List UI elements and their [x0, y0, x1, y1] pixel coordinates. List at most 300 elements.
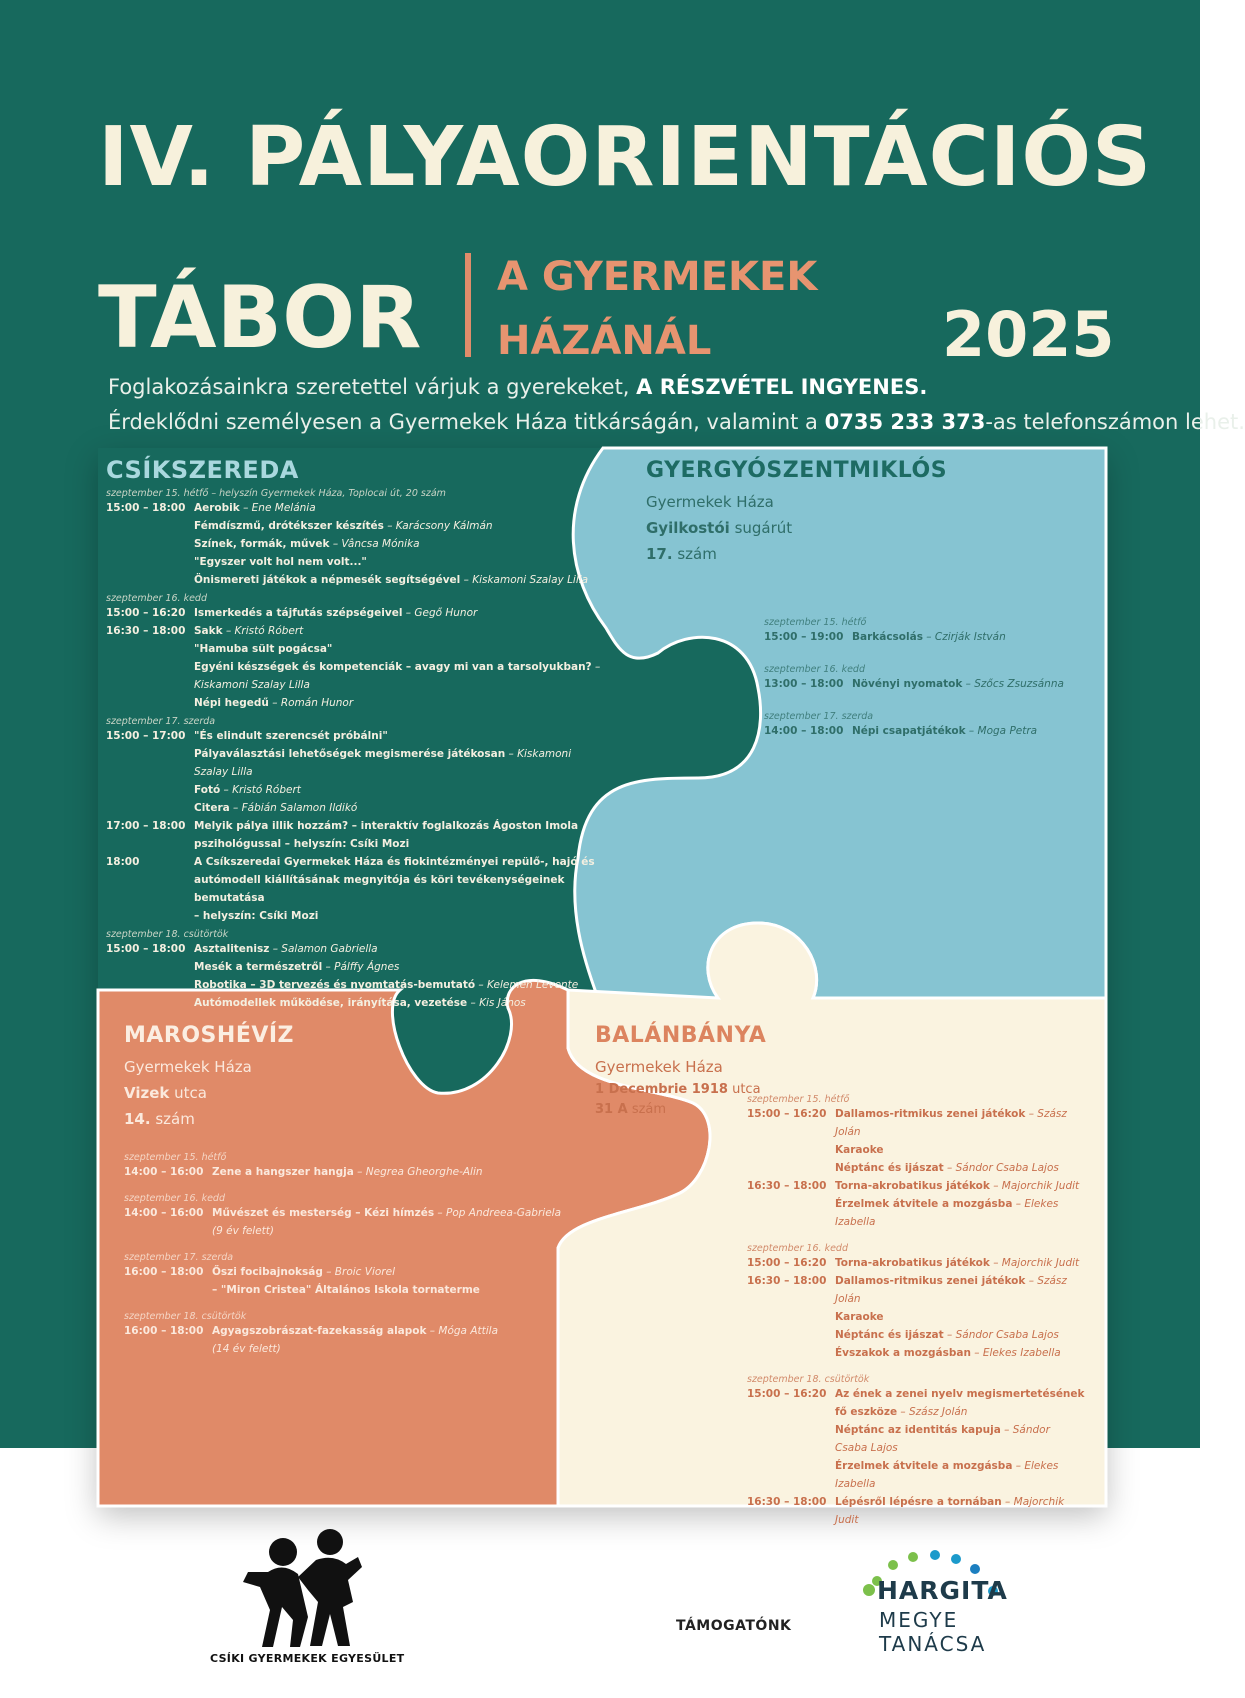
page-title: IV. PÁLYAORIENTÁCIÓS	[98, 110, 1153, 205]
activity-name: Torna-akrobatikus játékok	[835, 1180, 990, 1192]
schedule-row	[764, 628, 1086, 646]
schedule-time	[747, 1403, 835, 1421]
activity-leader: – Negrea Gheorghe-Alin	[353, 1166, 483, 1178]
activity-name: Karaoke	[835, 1311, 884, 1323]
schedule-day	[764, 664, 1086, 693]
street-name: Vizek	[124, 1084, 170, 1102]
schedule-time: 17:00 – 18:00	[106, 820, 186, 832]
puzzle-map	[98, 448, 1106, 1526]
schedule-activity	[835, 1105, 1085, 1141]
address-line: Gyermekek Háza	[595, 1058, 723, 1076]
activity-name: Néptánc és ijászat	[835, 1329, 944, 1341]
activity-name: Művészet és mesterség – Kézi hímzés	[212, 1207, 435, 1219]
schedule-day	[747, 1374, 1085, 1529]
schedule-activity	[194, 640, 332, 658]
schedule-date: szeptember 18. csütörtök	[124, 1311, 247, 1322]
schedule-activity	[194, 853, 595, 871]
address-line: Gyermekek Háza	[124, 1058, 252, 1076]
schedule-date: szeptember 18. csütörtök	[106, 929, 229, 940]
schedule-activity	[835, 1254, 1079, 1272]
activity-leader: – Karácsony Kálmán	[383, 520, 493, 532]
street-name: Gyilkostói	[646, 519, 730, 537]
activity-name: Érzelmek átvitele a mozgásba	[835, 1198, 1013, 1210]
schedule-row	[124, 1281, 564, 1299]
schedule-time	[106, 517, 194, 535]
schedule-date: szeptember 17. szerda	[764, 711, 874, 722]
schedule-time	[106, 694, 194, 712]
schedule-row	[124, 1163, 564, 1181]
schedule-time: 16:30 – 18:00	[747, 1496, 827, 1508]
activity-name: autómodell kiállításának megnyitója és köri tevékenységeinek bemutatása	[194, 874, 565, 904]
activity-name: Karaoke	[835, 1144, 884, 1156]
schedule-row	[106, 658, 606, 694]
logo-dot	[951, 1554, 961, 1564]
schedule-time	[747, 1159, 835, 1177]
schedule-row	[124, 1263, 564, 1281]
schedule-activity	[194, 907, 318, 925]
schedule-time: 18:00	[106, 856, 140, 868]
support-label: TÁMOGATÓNK	[676, 1618, 792, 1634]
activity-name: Aerobik	[194, 502, 240, 514]
schedule-row	[106, 994, 606, 1012]
activity-leader: – Szász Jolán	[835, 1275, 1067, 1305]
schedule-time: 15:00 – 16:20	[747, 1257, 827, 1269]
schedule-time	[106, 976, 194, 994]
subtitle	[497, 245, 817, 373]
schedule-time: 14:00 – 18:00	[764, 725, 844, 737]
activity-leader: – Szász Jolán	[897, 1406, 968, 1418]
activity-name: A Csíkszeredai Gyermekek Háza és fiokintézményei repülő-, hajó és	[194, 856, 595, 868]
schedule-time	[106, 907, 194, 925]
schedule-time	[106, 745, 194, 781]
schedule-time	[747, 1457, 835, 1493]
schedule-day	[106, 929, 606, 1012]
schedule-activity	[852, 628, 1006, 646]
activity-name: Melyik pálya illik hozzám? – interaktív foglalkozás Ágoston Imola	[194, 820, 579, 832]
schedule-day	[124, 1252, 564, 1299]
schedule-row	[106, 781, 606, 799]
schedule-row	[106, 571, 606, 589]
activity-name: Néptánc az identitás kapuja	[835, 1424, 1001, 1436]
schedule-row	[747, 1421, 1085, 1457]
logo-dot	[888, 1560, 898, 1570]
schedule-row	[106, 499, 606, 517]
activity-leader: – Fábián Salamon Ildikó	[229, 802, 358, 814]
schedule-activity	[212, 1281, 480, 1299]
activity-name: Néptánc és ijászat	[835, 1162, 944, 1174]
schedule-row	[106, 745, 606, 781]
schedule-row	[106, 640, 606, 658]
region-title-gyergyo: GYERGYÓSZENTMIKLÓS	[646, 458, 948, 483]
schedule-activity	[194, 799, 357, 817]
activity-leader: – Moga Petra	[965, 725, 1038, 737]
activity-name: Citera	[194, 802, 230, 814]
schedule-activity	[835, 1403, 967, 1421]
schedule-day	[747, 1243, 1085, 1362]
address-street	[646, 515, 1086, 541]
schedule-activity	[194, 817, 578, 835]
schedule-date: szeptember 16. kedd	[124, 1193, 225, 1204]
activity-name: Ismerkedés a tájfutás szépségeivel	[194, 607, 403, 619]
activity-name: Színek, formák, művek	[194, 538, 330, 550]
activity-name: Sakk	[194, 625, 223, 637]
house-number: 17.	[646, 545, 673, 563]
schedule-activity	[212, 1222, 274, 1240]
schedule-activity	[835, 1457, 1085, 1493]
activity-name: Népi hegedű	[194, 697, 269, 709]
activity-name: Lépésről lépésre a tornában	[835, 1496, 1002, 1508]
schedule-activity	[194, 658, 606, 694]
activity-name: Az ének a zenei nyelv megismertetésének	[835, 1388, 1085, 1400]
schedule-activity	[835, 1308, 884, 1326]
schedule-time: 16:30 – 18:00	[747, 1275, 827, 1287]
subtitle-line1: A GYERMEKEK	[497, 254, 818, 300]
schedule-row	[747, 1308, 1085, 1326]
activity-leader: – Gegő Hunor	[402, 607, 478, 619]
schedule-row	[106, 835, 606, 853]
activity-name: "Hamuba sült pogácsa"	[194, 643, 333, 655]
schedule-activity	[835, 1493, 1085, 1529]
schedule-row	[106, 799, 606, 817]
activity-leader: – Kis János	[467, 997, 526, 1009]
activity-name: Zene a hangszer hangja	[212, 1166, 354, 1178]
intro-text: Foglakozásainkra szeretettel várjuk a gyerekeket,	[108, 375, 630, 399]
schedule-time	[124, 1340, 212, 1358]
region-title-balanbanya: BALÁNBÁNYA	[595, 1023, 767, 1048]
intro-line2	[108, 410, 1245, 434]
schedule-date: szeptember 17. szerda	[124, 1252, 234, 1263]
schedule-activity	[852, 675, 1064, 693]
schedule-row	[747, 1457, 1085, 1493]
intro-contact: Érdeklődni személyesen a Gyermekek Háza titkárságán, valamint a	[108, 410, 818, 434]
schedule-day	[747, 1094, 1085, 1231]
house-number: 14.	[124, 1110, 151, 1128]
activity-leader: – Kristó Róbert	[222, 625, 304, 637]
schedule-date: szeptember 17. szerda	[106, 716, 216, 727]
schedule-day	[764, 711, 1086, 740]
schedule-row	[106, 853, 606, 871]
schedule-row	[106, 517, 606, 535]
schedule-activity	[212, 1340, 281, 1358]
schedule-time	[106, 871, 194, 907]
activity-leader: – Elekes Izabella	[835, 1460, 1059, 1490]
schedule-day	[106, 593, 606, 712]
activity-name: Dallamos-ritmikus zenei játékok	[835, 1275, 1026, 1287]
activity-leader: – Vâncsa Mónika	[329, 538, 420, 550]
activity-leader: – Majorchik Judit	[835, 1496, 1065, 1526]
schedule-time	[747, 1326, 835, 1344]
logo-dot	[930, 1550, 940, 1560]
schedule-time	[124, 1222, 212, 1240]
schedule-time	[747, 1141, 835, 1159]
schedule-activity	[835, 1177, 1079, 1195]
schedule-time: 14:00 – 16:00	[124, 1166, 204, 1178]
schedule-row	[106, 871, 606, 907]
schedule-time: 15:00 – 16:20	[747, 1108, 827, 1120]
schedule-activity	[194, 517, 493, 535]
schedule-activity	[212, 1263, 395, 1281]
house-number-label: szám	[150, 1110, 195, 1128]
schedule-activity	[194, 781, 301, 799]
sponsor-name-3: TANÁCSA	[879, 1632, 987, 1656]
subtitle-line2: HÁZÁNÁL	[497, 318, 712, 364]
schedule-row	[124, 1322, 564, 1340]
activity-name: Mesék a természetről	[194, 961, 323, 973]
activity-leader: – Pálffy Ágnes	[322, 961, 400, 973]
schedule-activity	[194, 604, 477, 622]
activity-leader: – Sándor Csaba Lajos	[835, 1424, 1050, 1454]
intro-line1	[108, 375, 927, 399]
schedule-csikszereda	[106, 488, 606, 1012]
schedule-activity	[194, 958, 399, 976]
schedule-row	[747, 1105, 1085, 1141]
schedule-time	[106, 571, 194, 589]
schedule-row	[106, 535, 606, 553]
children-association-logo	[238, 1522, 368, 1652]
schedule-day	[106, 716, 606, 925]
schedule-activity	[835, 1141, 884, 1159]
schedule-time	[106, 640, 194, 658]
schedule-time	[747, 1421, 835, 1457]
schedule-time	[106, 553, 194, 571]
activity-leader: – Szőcs Zsuzsánna	[962, 678, 1064, 690]
activity-name: Népi csapatjátékok	[852, 725, 966, 737]
activity-name: Önismereti játékok a népmesék segítségével	[194, 574, 461, 586]
schedule-time: 16:30 – 18:00	[106, 625, 186, 637]
schedule-row	[747, 1326, 1085, 1344]
schedule-time	[106, 658, 194, 694]
schedule-row	[106, 727, 606, 745]
activity-leader: – Ene Melánia	[239, 502, 316, 514]
schedule-activity	[212, 1163, 483, 1181]
schedule-row	[106, 976, 606, 994]
schedule-date: szeptember 15. hétfő	[764, 617, 867, 628]
schedule-date: szeptember 16. kedd	[747, 1243, 848, 1254]
street-type: sugárút	[729, 519, 793, 537]
schedule-time	[106, 958, 194, 976]
schedule-row	[747, 1141, 1085, 1159]
activity-name: Évszakok a mozgásban	[835, 1347, 971, 1359]
activity-name: Fémdíszmű, drótékszer készítés	[194, 520, 384, 532]
title-divider	[465, 253, 471, 357]
org-label: CSÍKI GYERMEKEK EGYESÜLET	[210, 1652, 405, 1665]
schedule-time	[106, 994, 194, 1012]
logo-dot	[863, 1584, 875, 1596]
schedule-activity	[194, 745, 606, 781]
schedule-row	[106, 940, 606, 958]
schedule-row	[106, 958, 606, 976]
schedule-date: szeptember 15. hétfő	[747, 1094, 850, 1105]
intro-free-entry: A RÉSZVÉTEL INGYENES.	[636, 375, 928, 399]
page-title-line2: TÁBOR	[98, 268, 422, 368]
activity-leader: – Kiskamoni Szalay Lilla	[194, 661, 601, 691]
schedule-time: 15:00 – 17:00	[106, 730, 186, 742]
region-balanbanya	[595, 1023, 1085, 1529]
activity-name: Érzelmek átvitele a mozgásba	[835, 1460, 1013, 1472]
schedule-activity	[194, 571, 588, 589]
region-csikszereda	[106, 456, 606, 1012]
activity-name: Autómodellek működése, irányítása, vezetése	[194, 997, 468, 1009]
phone-number: 0735 233 373	[824, 410, 986, 434]
address-number	[646, 541, 1086, 567]
schedule-activity	[194, 622, 303, 640]
activity-name: Növényi nyomatok	[852, 678, 963, 690]
region-title-csikszereda: CSÍKSZEREDA	[106, 456, 299, 484]
schedule-time: 15:00 – 18:00	[106, 502, 186, 514]
activity-name: Fotó	[194, 784, 221, 796]
activity-leader: – Elekes Izabella	[970, 1347, 1061, 1359]
schedule-time	[106, 835, 194, 853]
schedule-row	[124, 1340, 564, 1358]
schedule-activity	[194, 940, 378, 958]
schedule-time	[747, 1195, 835, 1231]
schedule-time: 16:30 – 18:00	[747, 1180, 827, 1192]
activity-leader: – Pop Andreea-Gabriela	[434, 1207, 562, 1219]
activity-name: "Egyszer volt hol nem volt..."	[194, 556, 367, 568]
schedule-row	[106, 817, 606, 835]
schedule-row	[747, 1272, 1085, 1308]
address-street	[124, 1080, 564, 1106]
schedule-activity	[194, 835, 409, 853]
activity-leader: – Kiskamoni Szalay Lilla	[194, 748, 572, 778]
house-number: 31 A	[595, 1102, 628, 1117]
logo-dot	[908, 1552, 918, 1562]
region-title-maroshevíz: MAROSHÉVÍZ	[124, 1023, 295, 1048]
house-number-label: szám	[627, 1102, 667, 1117]
schedule-day	[124, 1152, 564, 1181]
activity-leader: – Majorchik Judit	[989, 1180, 1080, 1192]
activity-leader: – Móga Attila	[426, 1325, 498, 1337]
activity-name: Egyéni készségek és kompetenciák – avagy mi van a tarsolyukban?	[194, 661, 592, 673]
schedule-date: szeptember 16. kedd	[764, 664, 865, 675]
schedule-activity	[835, 1326, 1059, 1344]
schedule-date: szeptember 16. kedd	[106, 593, 207, 604]
schedule-activity	[835, 1272, 1085, 1308]
activity-leader: – Kiskamoni Szalay Lilla	[460, 574, 589, 586]
activity-name: Torna-akrobatikus játékok	[835, 1257, 990, 1269]
schedule-time	[106, 799, 194, 817]
schedule-row	[106, 907, 606, 925]
activity-name: pszihológussal – helyszín: Csíki Mozi	[194, 838, 410, 850]
schedule-row	[106, 622, 606, 640]
schedule-day	[106, 488, 606, 589]
activity-leader: – Kristó Róbert	[220, 784, 301, 796]
activity-leader: – Broic Viorel	[322, 1266, 395, 1278]
street-type: utca	[169, 1084, 207, 1102]
activity-leader: – Elekes Izabella	[835, 1198, 1059, 1228]
year: 2025	[942, 298, 1115, 371]
schedule-row	[747, 1195, 1085, 1231]
schedule-row	[747, 1159, 1085, 1177]
activity-leader: – Salamon Gabriella	[269, 943, 378, 955]
schedule-date: szeptember 15. hétfő	[124, 1152, 227, 1163]
activity-leader: – Kelemen Levente	[475, 979, 579, 991]
activity-name: Pályaválasztási lehetőségek megismerése játékosan	[194, 748, 506, 760]
schedule-activity	[194, 553, 367, 571]
activity-leader: – Szász Jolán	[835, 1108, 1067, 1138]
street-name: 1 Decembrie 1918	[595, 1082, 728, 1097]
schedule-time	[124, 1281, 212, 1299]
schedule-row	[747, 1254, 1085, 1272]
schedule-balanbanya	[747, 1094, 1085, 1529]
schedule-row	[124, 1204, 564, 1222]
activity-name: Őszi focibajnokság	[212, 1266, 323, 1278]
activity-name: fő eszköze	[835, 1406, 898, 1418]
schedule-row	[764, 722, 1086, 740]
schedule-time: 16:00 – 18:00	[124, 1325, 204, 1337]
schedule-row	[747, 1403, 1085, 1421]
schedule-row	[764, 675, 1086, 693]
schedule-row	[747, 1493, 1085, 1529]
schedule-time: 15:00 – 16:20	[106, 607, 186, 619]
schedule-row	[124, 1222, 564, 1240]
sponsor-name-2: MEGYE	[879, 1608, 959, 1632]
activity-leader: – Majorchik Judit	[989, 1257, 1080, 1269]
schedule-row	[106, 604, 606, 622]
schedule-time	[106, 781, 194, 799]
schedule-activity	[835, 1385, 1085, 1403]
activity-name: Agyagszobrászat-fazekasság alapok	[212, 1325, 427, 1337]
schedule-row	[747, 1385, 1085, 1403]
schedule-row	[106, 553, 606, 571]
schedule-row	[106, 694, 606, 712]
address-line: Gyermekek Háza	[646, 493, 774, 511]
activity-leader: – Sándor Csaba Lajos	[943, 1162, 1059, 1174]
activity-leader: (14 év felett)	[212, 1343, 281, 1355]
logo-dot	[970, 1564, 980, 1574]
schedule-time: 14:00 – 16:00	[124, 1207, 204, 1219]
schedule-time	[747, 1308, 835, 1326]
activity-name: Asztalitenisz	[194, 943, 270, 955]
region-gyergyo	[646, 458, 1086, 740]
activity-name: – helyszín: Csíki Mozi	[194, 910, 319, 922]
schedule-date: szeptember 18. csütörtök	[747, 1374, 870, 1385]
address-number	[124, 1106, 564, 1132]
sponsor-logo	[850, 1548, 1010, 1678]
schedule-activity	[852, 722, 1037, 740]
street-type: utca	[727, 1082, 761, 1097]
schedule-day	[124, 1311, 564, 1358]
schedule-time: 15:00 – 16:20	[747, 1388, 827, 1400]
schedule-activity	[194, 727, 388, 745]
schedule-day	[124, 1193, 564, 1240]
activity-name: "És elindult szerencsét próbálni"	[194, 730, 388, 742]
schedule-activity	[194, 694, 353, 712]
schedule-time	[747, 1344, 835, 1362]
schedule-activity	[835, 1195, 1085, 1231]
intro-contact-end: -as telefonszámon lehet.	[985, 410, 1245, 434]
region-maroshevíz	[124, 1023, 564, 1358]
schedule-maroshevíz	[124, 1152, 564, 1358]
schedule-activity	[194, 535, 420, 553]
activity-name: Barkácsolás	[852, 631, 923, 643]
schedule-activity	[194, 499, 316, 517]
schedule-activity	[194, 871, 606, 907]
schedule-time	[106, 535, 194, 553]
schedule-activity	[212, 1322, 498, 1340]
activity-leader: (9 év felett)	[212, 1225, 274, 1237]
schedule-row	[747, 1177, 1085, 1195]
activity-leader: – Sándor Csaba Lajos	[943, 1329, 1059, 1341]
activity-name: Dallamos-ritmikus zenei játékok	[835, 1108, 1026, 1120]
schedule-time: 13:00 – 18:00	[764, 678, 844, 690]
sponsor-name-1: HARGITA	[877, 1576, 1008, 1605]
schedule-date: szeptember 15. hétfő – helyszín Gyermekek Háza, Toplocai út, 20 szám	[106, 488, 446, 499]
schedule-activity	[212, 1204, 561, 1222]
schedule-row	[747, 1344, 1085, 1362]
schedule-activity	[194, 976, 578, 994]
activity-name: – "Miron Cristea" Általános Iskola tornaterme	[212, 1284, 480, 1296]
